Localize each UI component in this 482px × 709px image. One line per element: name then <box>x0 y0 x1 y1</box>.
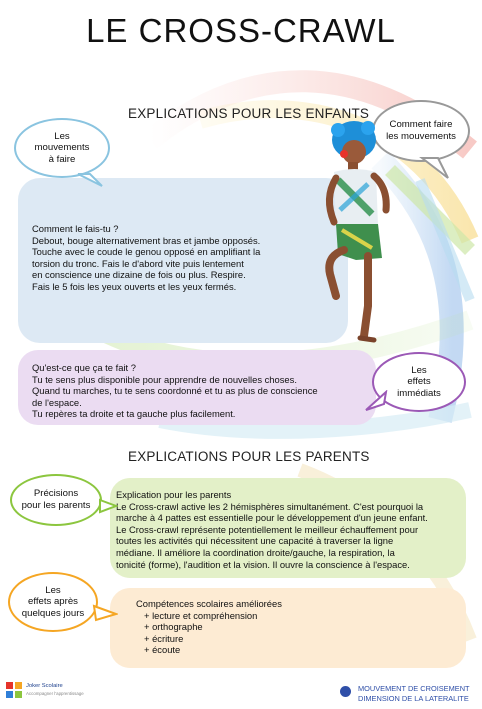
competence-item: + écoute <box>144 644 181 656</box>
competence-item: + écriture <box>144 632 184 644</box>
footer-category <box>340 684 470 704</box>
bubble-tail <box>418 156 454 182</box>
bubble-text: effets après <box>28 596 78 608</box>
box-line: toutes les activités qui nécessitent une capacité à traverser la ligne <box>116 535 394 547</box>
bubble-tail <box>76 172 106 190</box>
box-competences <box>110 588 466 668</box>
bubble-text: pour les parents <box>21 500 91 511</box>
box-line: en conscience une dizaine de fois ou plus. Respire. <box>32 269 246 281</box>
bubble-text: Les <box>54 130 70 142</box>
bubble-text: quelques jours <box>21 607 85 619</box>
competence-item: + orthographe <box>144 621 203 633</box>
footer-line-1: MOUVEMENT DE CROISEMENT <box>358 684 470 693</box>
logo-name: Joker Scolaire <box>26 683 63 689</box>
box-line: Quand tu marches, tu te sens coordonné et tu as plus de conscience <box>32 385 318 397</box>
competences-heading: Compétences scolaires améliorées <box>136 598 282 609</box>
bubble-text: immédiats <box>397 387 441 399</box>
box-line: tonicité (forme), l'audition et la vision. Il ouvre la conscience à l'espace. <box>116 558 410 570</box>
box-line: Fais le 5 fois les yeux ouverts et les yeux fermés. <box>32 280 237 292</box>
box-line: Le Cross-crawl active les 2 hémisphères simultanément. C'est pourquoi la <box>116 500 424 512</box>
box-effets <box>18 350 376 425</box>
section-title-parents: EXPLICATIONS POUR LES PARENTS <box>128 449 370 464</box>
bubble-precisions <box>10 474 102 526</box>
box-line: Comment le fais-tu ? <box>32 223 119 234</box>
box-line: Qu'est-ce que ça te fait ? <box>32 362 136 373</box>
logo-tagline: Accompagner l'apprentissage <box>26 691 84 696</box>
bubble-text: les mouvements <box>386 131 456 142</box>
bubble-effets-immediats <box>372 352 466 412</box>
box-line: Le Cross-crawl représente potentiellement le meilleur échauffement pour <box>116 523 419 535</box>
logo-icon <box>6 682 22 698</box>
box-comment-le-faire <box>18 178 348 343</box>
joker-scolaire-logo <box>6 682 84 698</box>
page-title: LE CROSS-CRAWL <box>86 12 396 49</box>
box-line: médiane. Il améliore la coordination droite/gauche, la respiration, la <box>116 546 395 558</box>
bubble-tail <box>98 498 118 516</box>
bubble-text: Les <box>411 364 427 376</box>
bubble-text: Comment faire <box>389 119 453 131</box>
bubble-text: Les <box>45 584 61 596</box>
bubble-text: Précisions <box>33 488 79 500</box>
category-dot-icon <box>340 686 351 697</box>
footer-line-2: DIMENSION DE LA LATERALITE <box>358 694 469 703</box>
box-line: marche à 4 pattes est essentielle pour le développement d'un jeune enfant. <box>116 512 428 524</box>
bubble-tail <box>92 604 118 624</box>
bubble-text: mouvements <box>34 142 90 154</box>
box-line: de l'espace. <box>32 396 82 408</box>
bubble-text: effets <box>407 376 431 388</box>
box-line: Debout, bouge alternativement bras et jambe opposés. <box>32 234 261 246</box>
box-line: torsion du tronc. Fais le d'abord vite puis lentement <box>32 257 244 269</box>
bubble-effets-apres <box>8 572 98 632</box>
box-line: Tu repères ta droite et ta gauche plus facilement. <box>32 408 236 420</box>
bubble-tail <box>364 390 390 412</box>
section-title-kids: EXPLICATIONS POUR LES ENFANTS <box>128 106 370 121</box>
competence-item: + lecture et compréhension <box>144 609 258 621</box>
bubble-mouvements <box>14 118 110 178</box>
bubble-text: à faire <box>48 153 76 165</box>
box-line: Explication pour les parents <box>116 489 232 500</box>
box-line: Touche avec le coude le genou opposé en amplifiant la <box>32 246 261 258</box>
child-cross-crawl-illustration <box>316 118 416 350</box>
box-line: Tu te sens plus disponible pour apprendre de nouvelles choses. <box>32 373 297 385</box>
box-parents <box>110 478 466 578</box>
